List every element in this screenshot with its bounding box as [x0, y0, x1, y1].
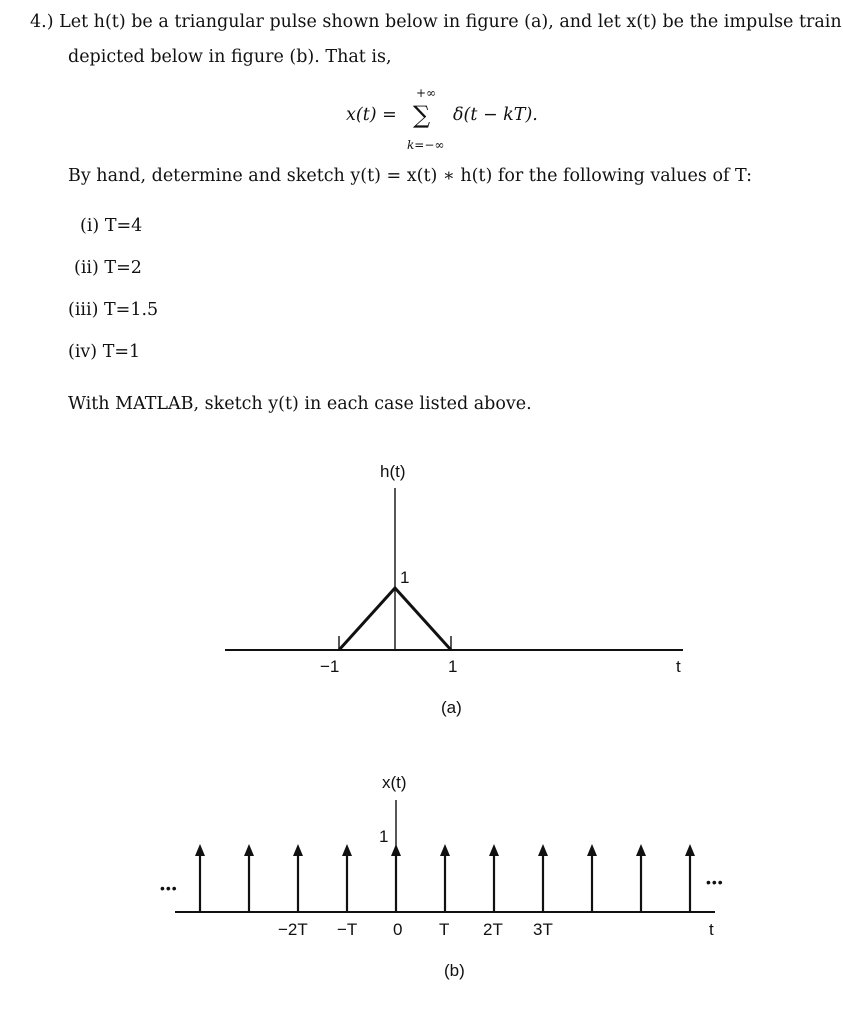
impulse-arrow	[636, 844, 646, 912]
impulse-arrow	[587, 844, 597, 912]
case-item: (i) T=4	[80, 216, 143, 236]
arrow-head-icon	[685, 844, 695, 856]
figure-a-xtick-label: −1	[320, 657, 340, 676]
matlab-text: With MATLAB, sketch y(t) in each case listed above.	[68, 394, 532, 414]
figure-a-xlabel: t	[676, 657, 681, 676]
arrow-head-icon	[587, 844, 597, 856]
arrow-head-icon	[342, 844, 352, 856]
figure-b-xtick-label: 0	[393, 920, 403, 939]
impulse-arrow	[391, 844, 401, 912]
figure-b-xtick-label: −2T	[278, 920, 308, 939]
figure-b-xtick-label: −T	[337, 920, 358, 939]
figure-b-height-label: 1	[379, 827, 389, 846]
impulse-arrow	[195, 844, 205, 912]
arrow-head-icon	[244, 844, 254, 856]
impulse-arrows	[195, 844, 695, 912]
dots-right: •••	[706, 874, 724, 890]
problem-intro-text: Let h(t) be a triangular pulse shown below in figure (a), and let x(t) be the impulse train	[59, 12, 842, 32]
arrow-head-icon	[538, 844, 548, 856]
impulse-arrow	[489, 844, 499, 912]
arrow-head-icon	[489, 844, 499, 856]
figure-b-xlabel: t	[709, 920, 714, 939]
figure-b-ylabel: x(t)	[382, 773, 407, 792]
figure-b-xtick-label: 2T	[483, 920, 503, 939]
figure-b	[175, 800, 715, 912]
case-item: (iii) T=1.5	[68, 300, 159, 320]
sum-symbol: ∑	[413, 101, 431, 129]
arrow-head-icon	[440, 844, 450, 856]
arrow-head-icon	[636, 844, 646, 856]
sum-lower-limit: k=−∞	[407, 138, 445, 152]
figure-a-ylabel: h(t)	[380, 462, 406, 481]
impulse-arrow	[538, 844, 548, 912]
impulse-arrow	[342, 844, 352, 912]
equation-lhs: x(t) =	[346, 105, 397, 125]
arrow-head-icon	[195, 844, 205, 856]
figure-a	[225, 488, 683, 650]
arrow-head-icon	[293, 844, 303, 856]
impulse-arrow	[293, 844, 303, 912]
arrow-head-icon	[391, 844, 401, 856]
figure-a-caption: (a)	[441, 698, 462, 717]
problem-number: 4.)	[30, 12, 54, 32]
instruction-text: By hand, determine and sketch y(t) = x(t) ∗ h(t) for the following values of T:	[68, 166, 752, 186]
impulse-arrow	[685, 844, 695, 912]
sum-upper-limit: +∞	[416, 86, 437, 100]
figure-b-xtick-label: 3T	[533, 920, 553, 939]
figure-b-caption: (b)	[444, 961, 465, 980]
impulse-arrow	[440, 844, 450, 912]
figure-a-peak-label: 1	[400, 568, 410, 587]
equation-rhs: δ(t − kT).	[453, 105, 538, 125]
problem-line-2: depicted below in figure (b). That is,	[68, 47, 392, 67]
figure-a-xtick-label: 1	[448, 657, 458, 676]
impulse-arrow	[244, 844, 254, 912]
figure-b-xtick-label: T	[439, 920, 450, 939]
case-item: (ii) T=2	[74, 258, 142, 278]
case-item: (iv) T=1	[68, 342, 141, 362]
dots-left: •••	[160, 880, 178, 896]
